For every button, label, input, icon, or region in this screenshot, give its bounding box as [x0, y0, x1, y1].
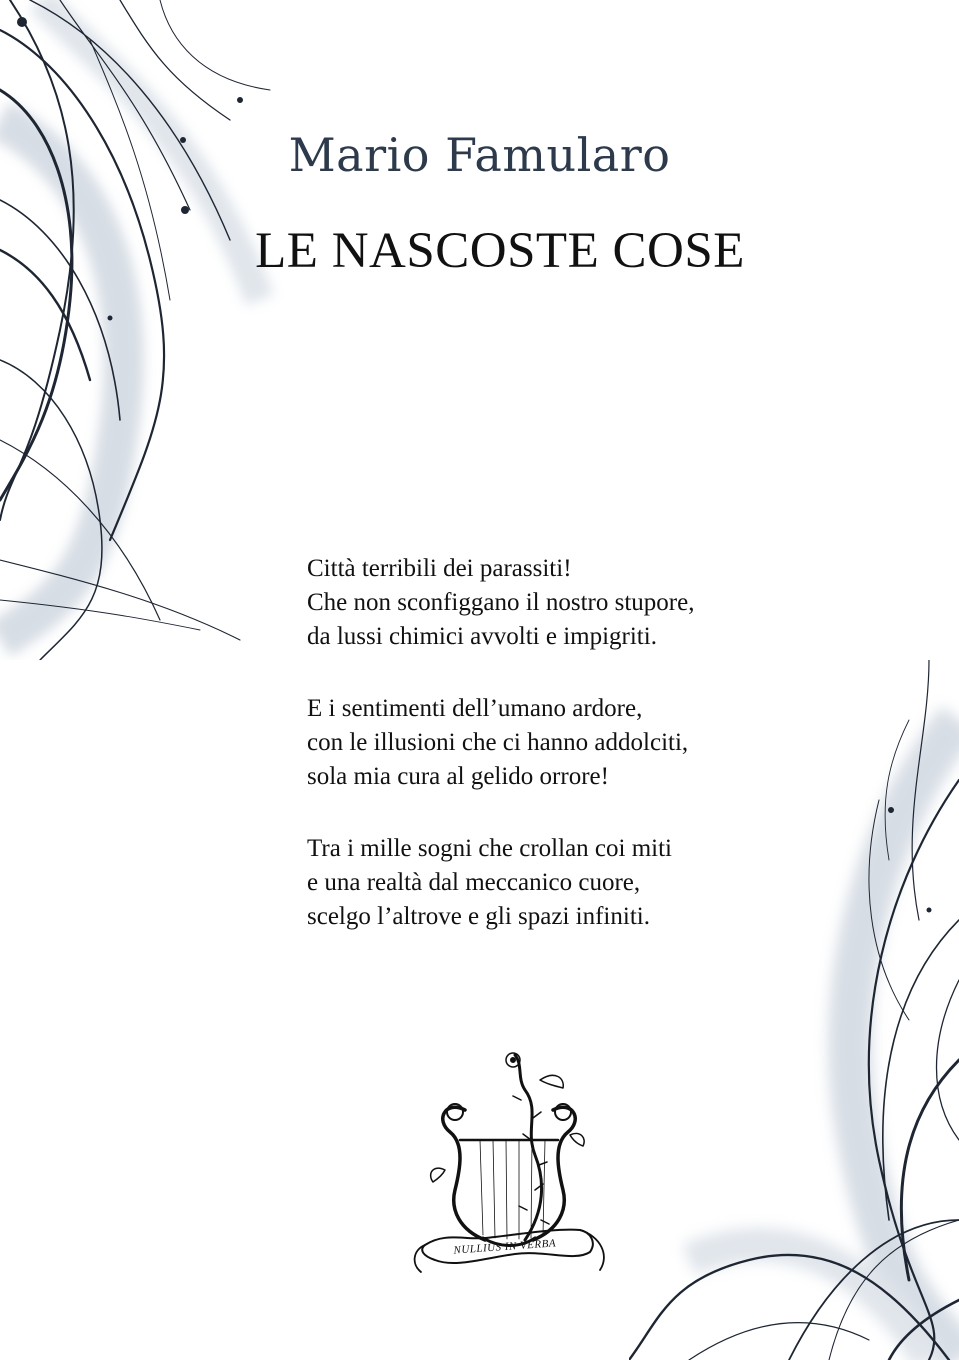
poem-line: Tra i mille sogni che crollan coi miti [307, 835, 672, 862]
poem-line: con le illusioni che ci hanno addolciti, [307, 729, 689, 756]
poem [307, 552, 694, 972]
poem-line: Città terribili dei parassiti! [307, 555, 572, 582]
book-title: LE NASCOSTE COSE [255, 223, 745, 279]
poem-line: scelgo l’altrove e gli spazi infiniti. [307, 903, 650, 930]
emblem-motto: NULLIUS IN VERBA [453, 1237, 557, 1257]
lyre-with-thorns-icon [405, 1040, 615, 1280]
poem-line: e una realtà dal meccanico cuore, [307, 869, 641, 896]
poem-line: E i sentimenti dell’umano ardore, [307, 695, 643, 722]
poem-stanza [307, 552, 694, 654]
poem-stanza [307, 832, 694, 934]
author-name: Mario Famularo [288, 128, 671, 182]
poem-stanza [307, 692, 694, 794]
decorative-swirl-top-left [0, 0, 300, 660]
poem-line: Che non sconfiggano il nostro stupore, [307, 589, 695, 616]
poem-line: da lussi chimici avvolti e impigriti. [307, 623, 657, 650]
poem-line: sola mia cura al gelido orrore! [307, 763, 609, 790]
